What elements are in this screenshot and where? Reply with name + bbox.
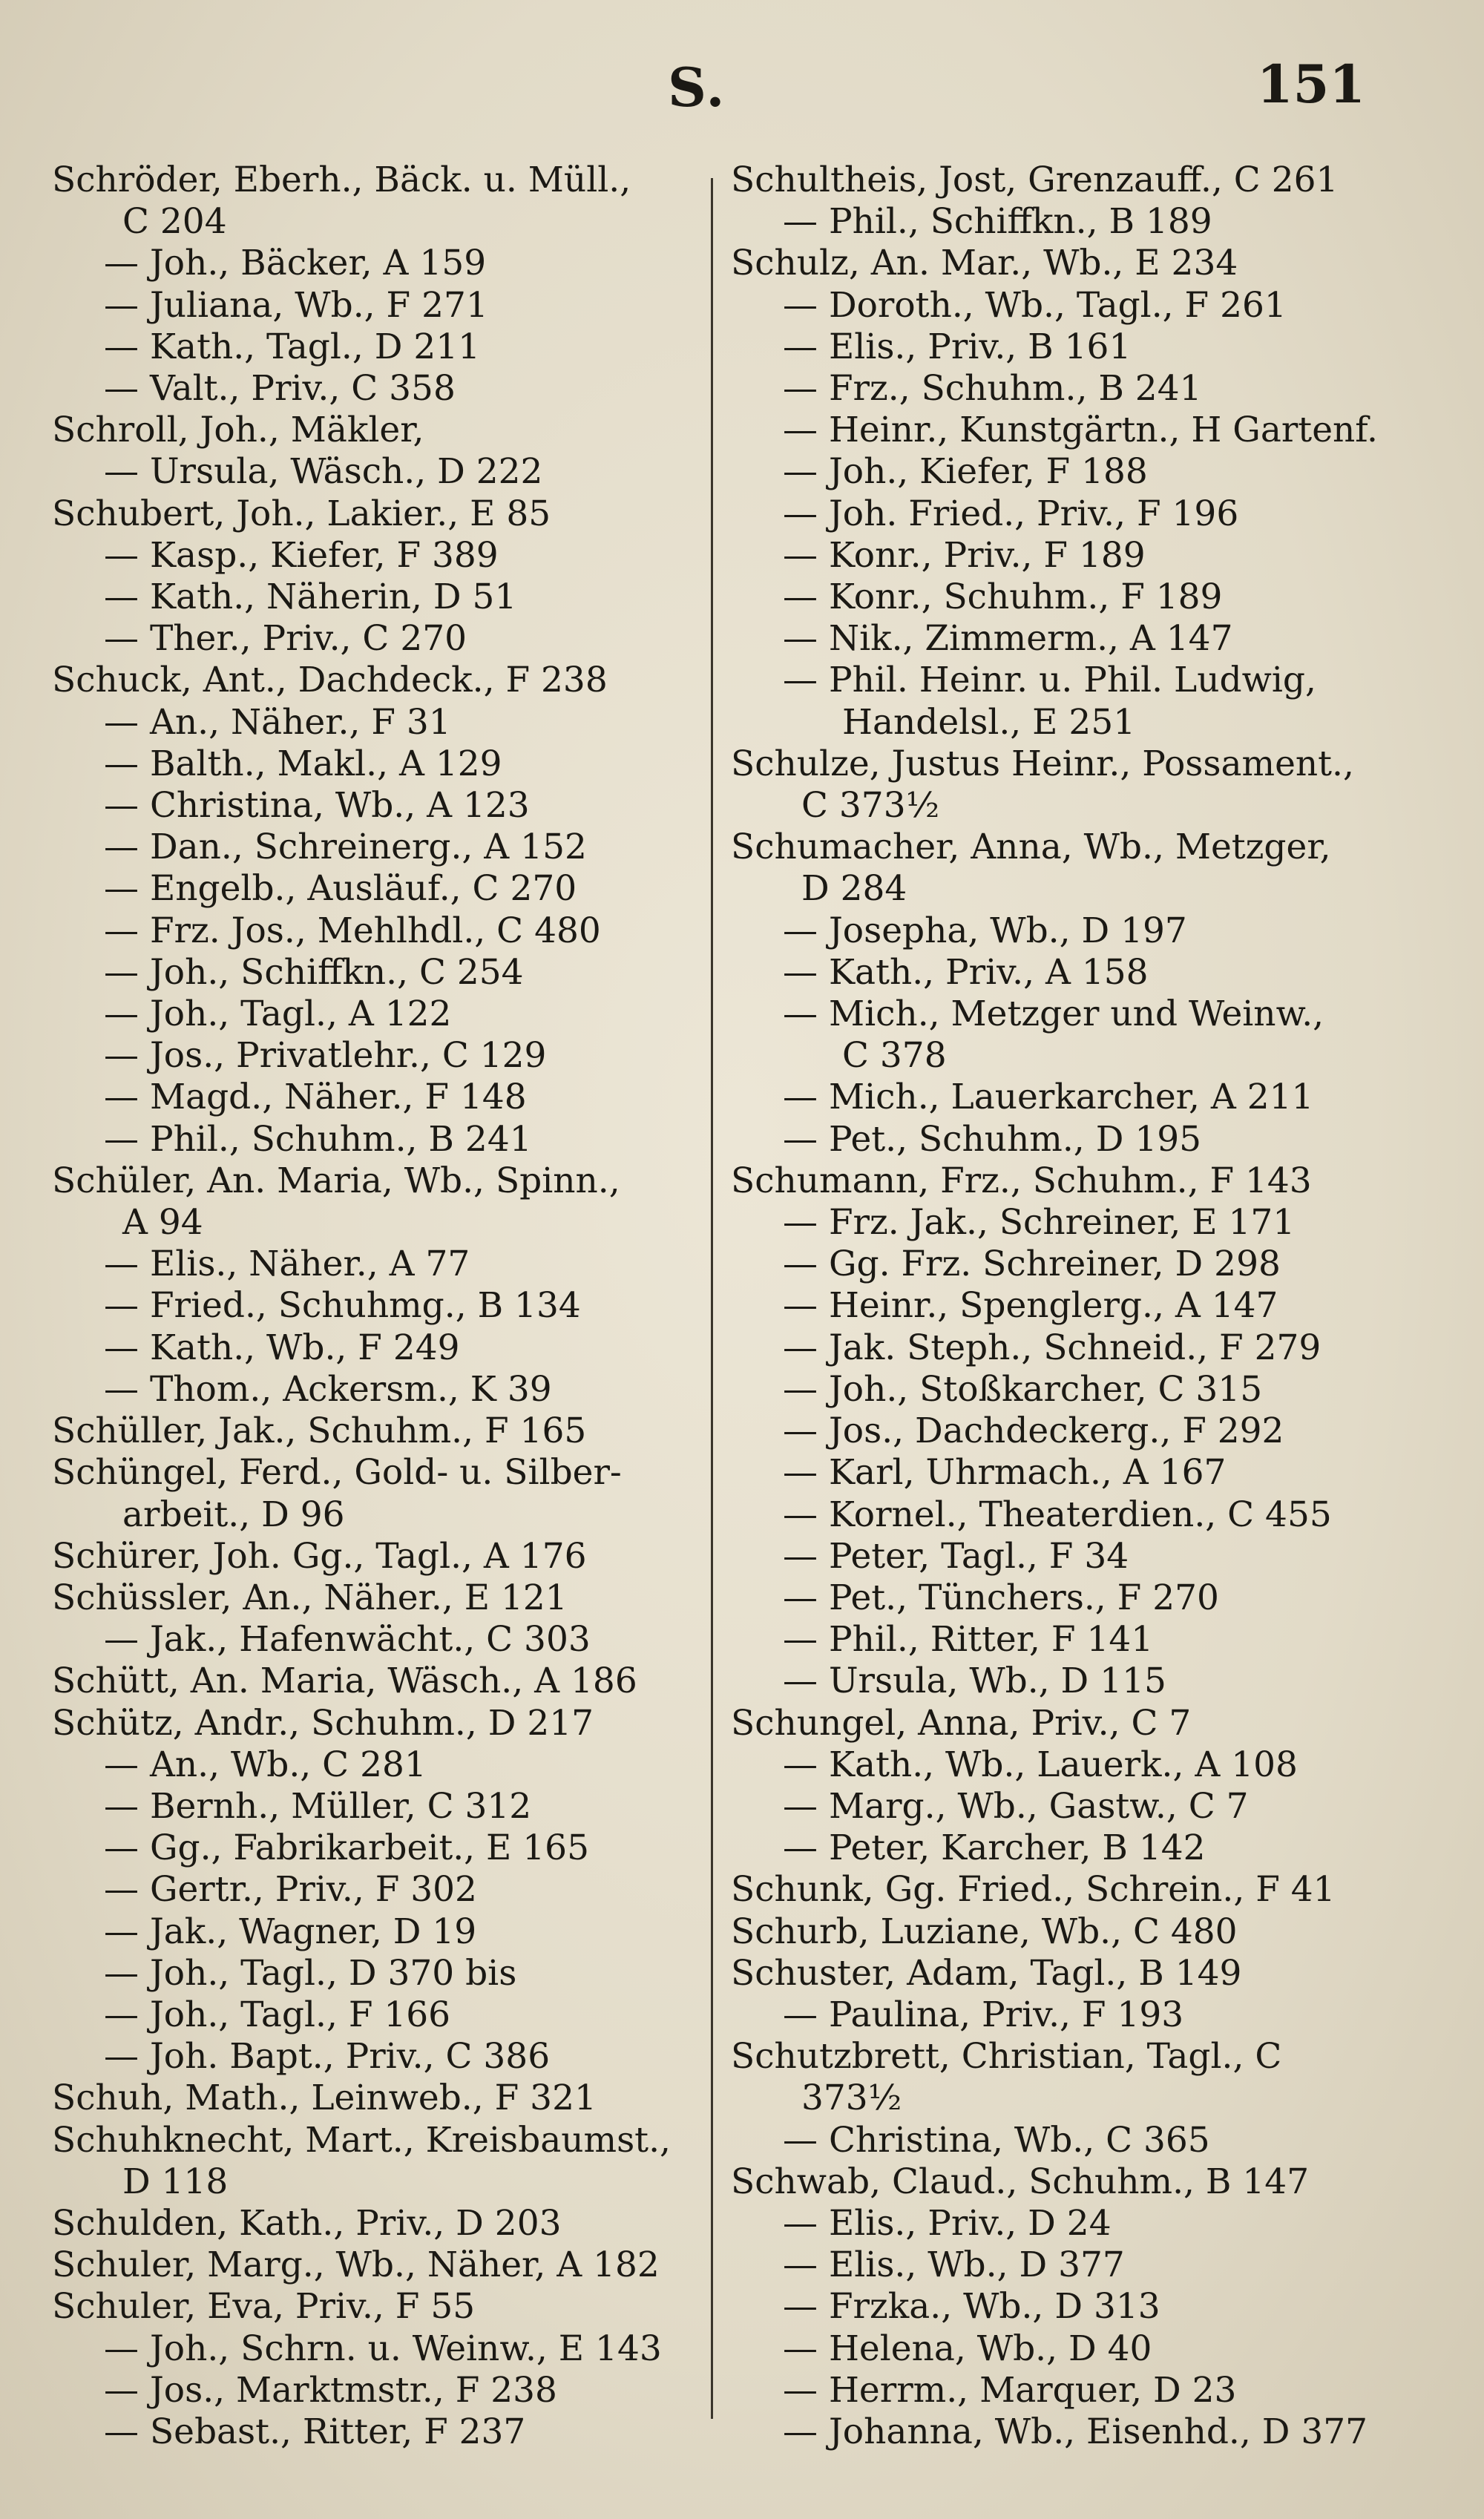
directory-entry: — Sebast., Ritter, F 237 [104,2411,526,2452]
directory-entry: Schuler, Marg., Wb., Näher, A 182 [52,2244,660,2286]
directory-entry: Schüller, Jak., Schuhm., F 165 [52,1410,587,1452]
directory-entry: — Joh. Fried., Priv., F 196 [783,493,1239,534]
directory-entry: — Johanna, Wb., Eisenhd., D 377 [783,2411,1368,2452]
directory-entry: — An., Näher., F 31 [104,701,451,743]
directory-entry: — Ursula, Wb., D 115 [783,1661,1166,1702]
directory-entry: — Phil., Schiffkn., B 189 [783,201,1212,243]
directory-entry: — Balth., Makl., A 129 [104,743,502,784]
directory-entry: — Helena, Wb., D 40 [783,2328,1152,2369]
directory-entry: Schultheis, Jost, Grenzauff., C 261 [731,160,1339,200]
directory-entry: — Joh., Bäcker, A 159 [104,243,487,284]
directory-entry: — Jos., Dachdeckerg., F 292 [783,1410,1284,1452]
directory-entry: — Fried., Schuhmg., B 134 [104,1285,581,1327]
directory-entry: — Pet., Tünchers., F 270 [783,1577,1219,1618]
directory-entry: Schuck, Ant., Dachdeck., F 238 [52,660,608,701]
directory-entry: — Juliana, Wb., F 271 [104,284,488,326]
directory-entry: — Kath., Näherin, D 51 [104,577,517,618]
page-number: 151 [1256,53,1365,115]
directory-entry: — Elis., Priv., B 161 [783,326,1132,367]
directory-entry: — Bernh., Müller, C 312 [104,1785,532,1827]
directory-entry: — Nik., Zimmerm., A 147 [783,618,1233,660]
directory-entry: — Gertr., Priv., F 302 [104,1869,477,1911]
directory-entry: — Gg. Frz. Schreiner, D 298 [783,1244,1281,1285]
directory-entry: — Frz., Schuhm., B 241 [783,368,1202,410]
directory-entry: — Kath., Wb., F 249 [104,1327,460,1368]
directory-entry: — Jak. Steph., Schneid., F 279 [783,1327,1322,1368]
section-letter: S. [668,56,726,119]
directory-entry: — Heinr., Spenglerg., A 147 [783,1285,1278,1327]
directory-entry: Schütz, Andr., Schuhm., D 217 [52,1702,594,1744]
directory-entry: — Marg., Wb., Gastw., C 7 [783,1785,1249,1827]
directory-entry: D 284 [801,868,907,910]
directory-entry: — Paulina, Priv., F 193 [783,1994,1184,2035]
directory-entry: Schumann, Frz., Schuhm., F 143 [731,1160,1312,1201]
directory-entry: Schwab, Claud., Schuhm., B 147 [731,2161,1310,2202]
directory-entry: — Kath., Wb., Lauerk., A 108 [783,1744,1298,1785]
directory-entry: Schulden, Kath., Priv., D 203 [52,2202,562,2244]
directory-entry: — Phil., Ritter, F 141 [783,1619,1154,1661]
directory-entry: — Joh., Kiefer, F 188 [783,451,1148,493]
directory-entry: — Jos., Marktmstr., F 238 [104,2369,557,2411]
directory-entry: Schuh, Math., Leinweb., F 321 [52,2078,597,2119]
directory-entry: Schüler, An. Maria, Wb., Spinn., [52,1160,620,1201]
directory-entry: Schuster, Adam, Tagl., B 149 [731,1952,1242,1994]
directory-entry: — Joh., Tagl., D 370 bis [104,1952,517,1994]
directory-entry: — Mich., Metzger und Weinw., [783,994,1324,1035]
directory-entry: Schubert, Joh., Lakier., E 85 [52,493,551,534]
directory-entry: — Herrm., Marquer, D 23 [783,2369,1237,2411]
directory-entry: — Elis., Wb., D 377 [783,2244,1125,2286]
directory-entry: Handelsl., E 251 [842,701,1136,743]
directory-entry: Schüngel, Ferd., Gold- u. Silber- [52,1452,622,1494]
directory-entry: — Kath., Tagl., D 211 [104,326,481,367]
directory-entry: — Pet., Schuhm., D 195 [783,1118,1202,1160]
directory-entry: — Joh., Stoßkarcher, C 315 [783,1368,1263,1410]
directory-entry: arbeit., D 96 [122,1494,345,1535]
directory-entry: — Karl, Uhrmach., A 167 [783,1452,1227,1494]
left-column [52,160,720,2453]
directory-entry: — Peter, Tagl., F 34 [783,1535,1129,1577]
directory-entry: Schunk, Gg. Fried., Schrein., F 41 [731,1869,1336,1911]
directory-entry: Schulz, An. Mar., Wb., E 234 [731,243,1238,284]
directory-entry: — Frz. Jak., Schreiner, E 171 [783,1202,1296,1244]
directory-entry: Schulze, Justus Heinr., Possament., [731,743,1354,784]
directory-entry: — Engelb., Ausläuf., C 270 [104,868,577,910]
directory-entry: — Gg., Fabrikarbeit., E 165 [104,1827,589,1869]
directory-entry: — Joh., Schiffkn., C 254 [104,951,524,993]
directory-entry: — Joh. Bapt., Priv., C 386 [104,2036,551,2078]
directory-entry: — Joh., Tagl., A 122 [104,994,452,1035]
directory-entry: — Kornel., Theaterdien., C 455 [783,1494,1332,1535]
directory-entry: — Ursula, Wäsch., D 222 [104,451,543,493]
directory-entry: C 378 [842,1035,947,1077]
directory-entry: — Frzka., Wb., D 313 [783,2286,1160,2328]
directory-entry: Schutzbrett, Christian, Tagl., C [731,2036,1282,2078]
directory-entry: — Ther., Priv., C 270 [104,618,467,660]
directory-entry: — Joh., Schrn. u. Weinw., E 143 [104,2328,662,2369]
directory-entry: D 118 [122,2161,229,2202]
directory-entry: Schungel, Anna, Priv., C 7 [731,1702,1192,1744]
directory-entry: — Christina, Wb., A 123 [104,785,530,827]
directory-entry: — Frz. Jos., Mehlhdl., C 480 [104,910,601,951]
directory-entry: C 204 [122,201,227,243]
directory-entry: — Dan., Schreinerg., A 152 [104,827,587,868]
directory-entry: — Elis., Priv., D 24 [783,2202,1112,2244]
directory-entry: — Konr., Priv., F 189 [783,534,1146,576]
directory-entry: — Kath., Priv., A 158 [783,951,1149,993]
directory-entry: — Peter, Karcher, B 142 [783,1827,1206,1869]
directory-entry: — Christina, Wb., C 365 [783,2119,1210,2161]
directory-entry: — An., Wb., C 281 [104,1744,427,1785]
directory-entry: — Kasp., Kiefer, F 389 [104,534,499,576]
directory-entry: — Phil., Schuhm., B 241 [104,1118,532,1160]
directory-entry: Schurb, Luziane, Wb., C 480 [731,1911,1238,1952]
directory-entry: C 373½ [801,785,940,827]
directory-entry: — Mich., Lauerkarcher, A 211 [783,1077,1314,1118]
directory-entry: — Konr., Schuhm., F 189 [783,577,1223,618]
directory-entry: — Phil. Heinr. u. Phil. Ludwig, [783,660,1316,701]
directory-entry: — Jos., Privatlehr., C 129 [104,1035,547,1077]
directory-entry: Schröder, Eberh., Bäck. u. Müll., [52,160,631,200]
directory-entry: — Elis., Näher., A 77 [104,1244,470,1285]
directory-entry: — Joh., Tagl., F 166 [104,1994,451,2035]
directory-entry: — Heinr., Kunstgärtn., H Gartenf. [783,410,1378,451]
directory-entry: — Valt., Priv., C 358 [104,368,456,410]
directory-entry: Schürer, Joh. Gg., Tagl., A 176 [52,1535,587,1577]
directory-entry: — Magd., Näher., F 148 [104,1077,527,1118]
directory-entry: A 94 [122,1202,203,1244]
directory-entry: Schuler, Eva, Priv., F 55 [52,2286,476,2328]
directory-entry: — Doroth., Wb., Tagl., F 261 [783,284,1287,326]
directory-entry: Schroll, Joh., Mäkler, [52,410,424,451]
directory-entry: — Jak., Wagner, D 19 [104,1911,477,1952]
directory-entry: 373½ [801,2078,902,2119]
directory-entry: Schumacher, Anna, Wb., Metzger, [731,827,1331,868]
directory-entry: Schuhknecht, Mart., Kreisbaumst., [52,2119,671,2161]
directory-entry: — Thom., Ackersm., K 39 [104,1368,552,1410]
directory-entry: — Josepha, Wb., D 197 [783,910,1187,951]
right-column [731,160,1399,2453]
directory-entry: Schütt, An. Maria, Wäsch., A 186 [52,1661,637,1702]
directory-entry: — Jak., Hafenwächt., C 303 [104,1619,591,1661]
directory-entry: Schüssler, An., Näher., E 121 [52,1577,568,1618]
